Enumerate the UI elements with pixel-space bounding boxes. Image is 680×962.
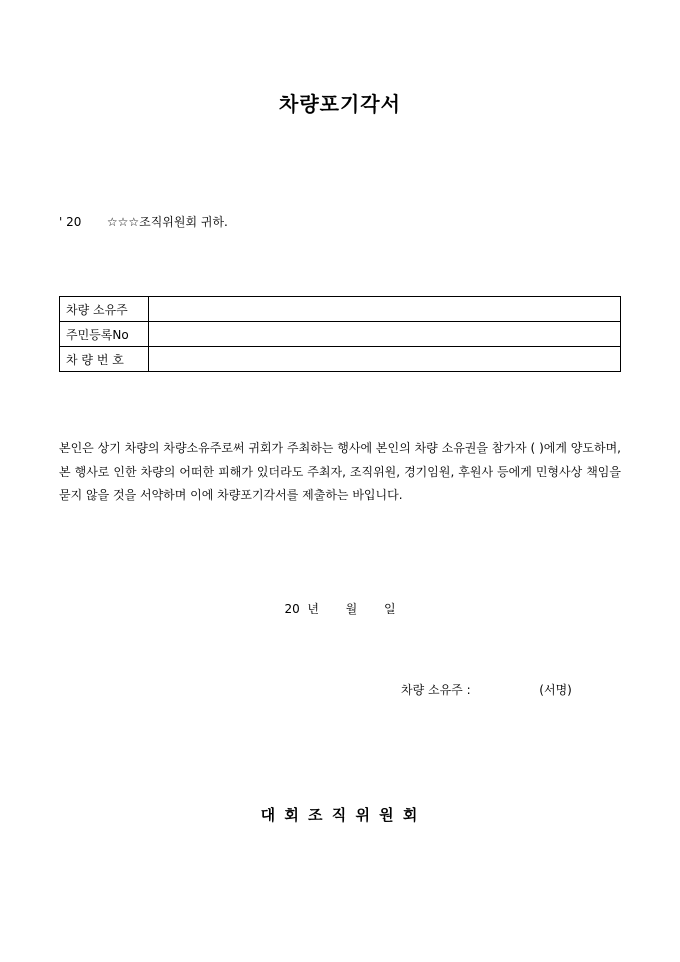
table-row [60,347,621,372]
resident-no-label: 주민등록No [60,322,149,347]
table-row [60,322,621,347]
organization-name: 대 회 조 직 위 원 회 [260,806,420,824]
vehicle-no-label: 차 량 번 호 [60,347,149,372]
owner-info-table [59,296,621,372]
table-row [60,297,621,322]
addressee-text: ☆☆☆조직위원회 귀하. [106,215,228,229]
resident-no-value [149,322,621,347]
owner-label: 차량 소유주 [60,297,149,322]
addressee-line [59,213,228,230]
date-line: 20 년 월 일 [284,602,396,616]
document-title: 차량포기각서 [279,92,401,116]
owner-value [149,297,621,322]
addressee-year: ' 20 [59,215,82,229]
signature-line: 차량 소유주 : (서명) [401,683,572,697]
pledge-body-text: 본인은 상기 차량의 차량소유주로써 귀회가 주최하는 행사에 본인의 차량 소유권을 참가자 ( )에게 양도하며, 본 행사로 인한 차량의 어떠한 피해가 있더라도 주최자, 조직위원, 경기임원, 후원사 등에게 민형사상 책임을 묻지 않을 것을 서약하며 이에 차량포기각서를 제출하는 바입니다. [59,441,621,502]
vehicle-no-value [149,347,621,372]
